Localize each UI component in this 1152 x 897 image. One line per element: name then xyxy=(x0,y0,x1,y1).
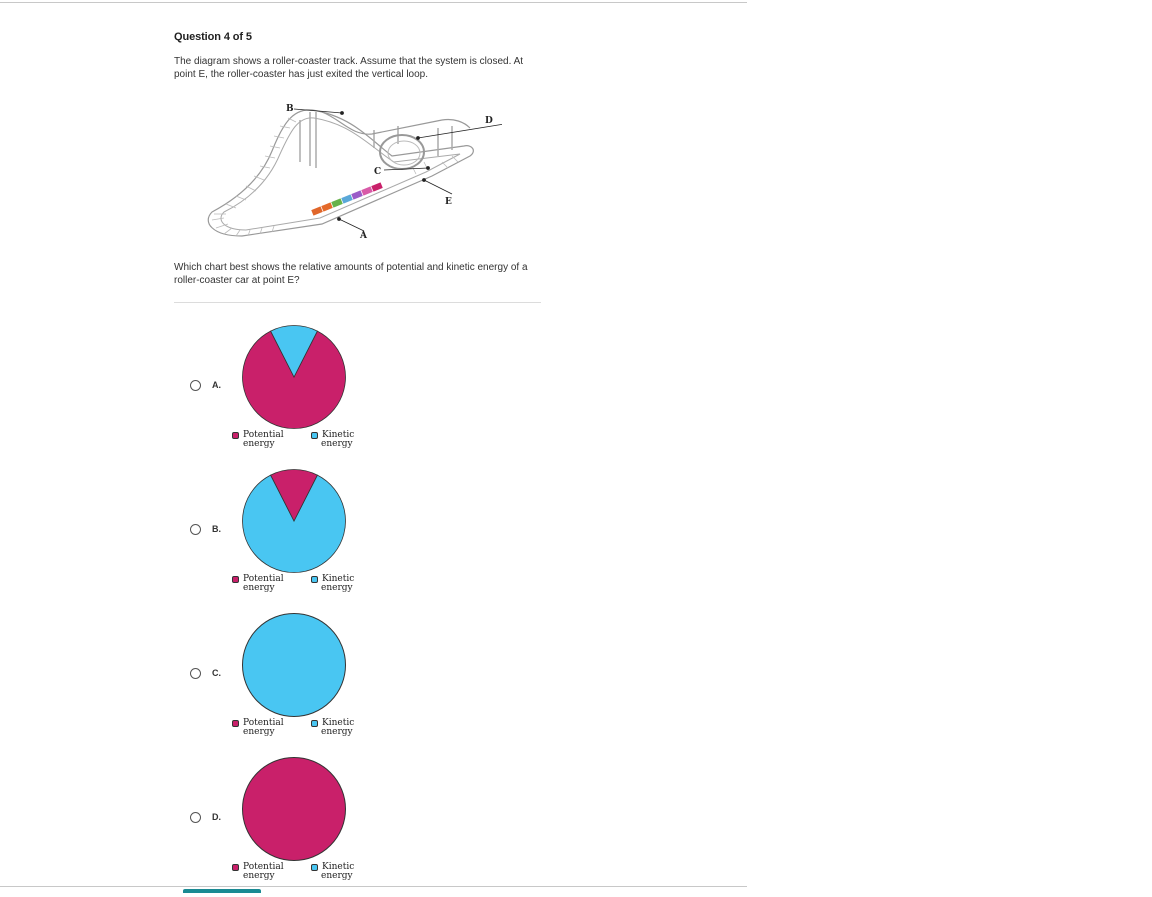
pie-slice-potential xyxy=(243,758,346,861)
top-divider xyxy=(0,2,747,3)
answer-option-d[interactable] xyxy=(174,753,542,897)
pie-chart-b xyxy=(241,468,347,574)
legend-label: Kinetic xyxy=(322,574,355,584)
legend-label: energy xyxy=(243,583,275,593)
legend-swatch-potential xyxy=(232,432,239,439)
legend-label: Potential xyxy=(243,574,284,584)
radio-button-d[interactable] xyxy=(190,812,201,823)
bottom-divider xyxy=(0,886,747,887)
answer-option-b[interactable] xyxy=(174,465,542,609)
prompt-divider xyxy=(174,302,541,303)
legend-label: energy xyxy=(243,727,275,737)
legend-label: energy xyxy=(321,727,353,737)
legend-label: Kinetic xyxy=(322,718,355,728)
legend-label: Potential xyxy=(243,430,284,440)
option-letter-b: B. xyxy=(212,524,221,534)
legend-label: Kinetic xyxy=(322,862,355,872)
footer-progress-tab xyxy=(183,889,261,893)
legend-label: energy xyxy=(243,439,275,449)
diagram-label-d: D xyxy=(485,116,493,126)
question-text: The diagram shows a roller-coaster track. Assume that the system is closed. At point E, the roller-coaster has just exited the vertical loop. xyxy=(174,56,524,80)
pie-chart-a xyxy=(241,324,347,430)
diagram-label-e: E xyxy=(445,197,452,207)
pie-slice-kinetic xyxy=(243,614,346,717)
legend-swatch-kinetic xyxy=(311,720,318,727)
legend-label: Kinetic xyxy=(322,430,355,440)
question-title: Question 4 of 5 xyxy=(174,31,252,43)
legend-swatch-kinetic xyxy=(311,576,318,583)
diagram-label-a: A xyxy=(360,231,367,241)
roller-coaster-diagram xyxy=(202,96,502,246)
option-letter-c: C. xyxy=(212,668,221,678)
diagram-label-b: B xyxy=(286,104,294,114)
answer-option-c[interactable] xyxy=(174,609,542,753)
legend-swatch-kinetic xyxy=(311,432,318,439)
legend-label: energy xyxy=(321,871,353,881)
legend-swatch-potential xyxy=(232,720,239,727)
question-prompt: Which chart best shows the relative amounts of potential and kinetic energy of a roller-coaster car at point E? xyxy=(174,262,528,286)
radio-button-c[interactable] xyxy=(190,668,201,679)
legend-label: energy xyxy=(243,871,275,881)
pie-chart-d xyxy=(241,756,347,862)
legend-swatch-potential xyxy=(232,576,239,583)
radio-button-b[interactable] xyxy=(190,524,201,535)
option-letter-d: D. xyxy=(212,812,221,822)
legend-label: Potential xyxy=(243,862,284,872)
answer-option-a[interactable] xyxy=(174,321,542,465)
legend-swatch-kinetic xyxy=(311,864,318,871)
legend-swatch-potential xyxy=(232,864,239,871)
radio-button-a[interactable] xyxy=(190,380,201,391)
legend-label: energy xyxy=(321,439,353,449)
option-letter-a: A. xyxy=(212,380,221,390)
diagram-label-c: C xyxy=(374,167,382,177)
legend-label: Potential xyxy=(243,718,284,728)
legend-label: energy xyxy=(321,583,353,593)
pie-chart-c xyxy=(241,612,347,718)
